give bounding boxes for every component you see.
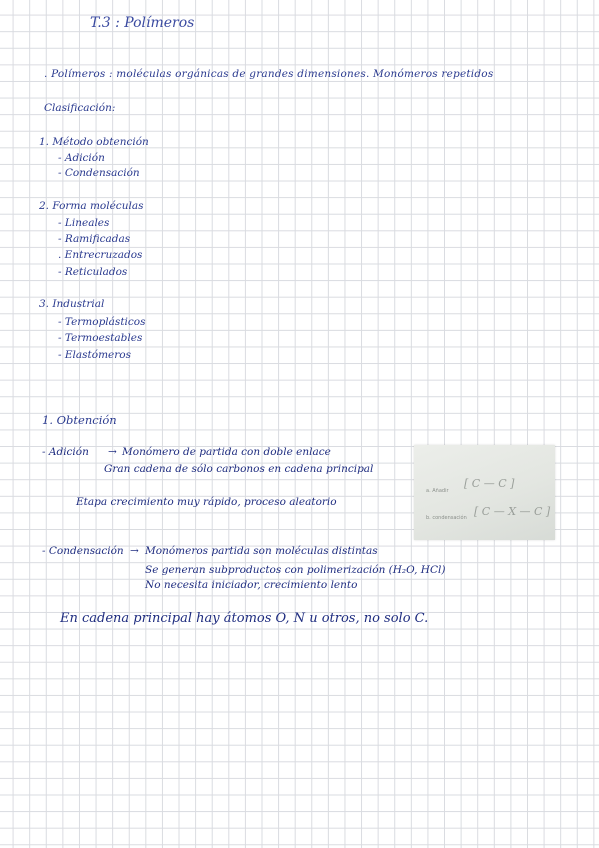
photo-label-2: b. condensación — [426, 515, 467, 521]
photo-label-1: a. Añadir — [426, 488, 449, 494]
photo-formula-1: [ C — C ] — [464, 477, 515, 490]
clasificacion-heading: Clasificación: — [44, 102, 116, 114]
condensacion-arrow: → — [130, 545, 139, 557]
definition-text: . Polímeros : moléculas orgánicas de grandes dimensiones. Monómeros repetidos — [44, 68, 494, 80]
list-item-termoplasticos: - Termoplásticos — [58, 316, 146, 328]
group-title-metodo: 1. Método obtención — [39, 136, 149, 148]
condensacion-line-3: No necesita iniciador, crecimiento lento — [145, 579, 358, 591]
photo-formula-2: [ C — X — C ] — [474, 505, 551, 518]
list-item-adicion: - Adición — [58, 152, 105, 164]
group-title-forma: 2. Forma moléculas — [39, 200, 144, 212]
list-item-elastomeros: - Elastómeros — [58, 349, 131, 361]
list-item-ramificadas: - Ramificadas — [58, 233, 131, 245]
formula-photo — [414, 445, 555, 540]
list-item-condensacion: - Condensación — [58, 167, 140, 179]
list-item-entrecruzados: . Entrecruzados — [58, 249, 143, 261]
page-title: T.3 : Polímeros — [90, 15, 195, 31]
condensacion-label: - Condensación — [42, 545, 124, 557]
list-item-lineales: - Lineales — [58, 217, 110, 229]
section-heading-obtencion: 1. Obtención — [42, 413, 117, 427]
adicion-line-1: Monómero de partida con doble enlace — [122, 446, 331, 458]
condensacion-line-2: Se generan subproductos con polimerización (H₂O, HCl) — [145, 564, 446, 576]
condensacion-line-1: Monómeros partida son moléculas distintas — [145, 545, 378, 557]
adicion-arrow: → — [108, 446, 117, 458]
adicion-label: - Adición — [42, 446, 89, 458]
adicion-line-2: Gran cadena de sólo carbonos en cadena principal — [104, 463, 374, 475]
condensacion-line-4: En cadena principal hay átomos O, N u otros, no solo C. — [60, 611, 429, 626]
adicion-line-3: Etapa crecimiento muy rápido, proceso aleatorio — [76, 496, 337, 508]
group-title-industrial: 3. Industrial — [39, 298, 105, 310]
list-item-reticulados: - Reticulados — [58, 266, 128, 278]
list-item-termoestables: - Termoestables — [58, 332, 143, 344]
